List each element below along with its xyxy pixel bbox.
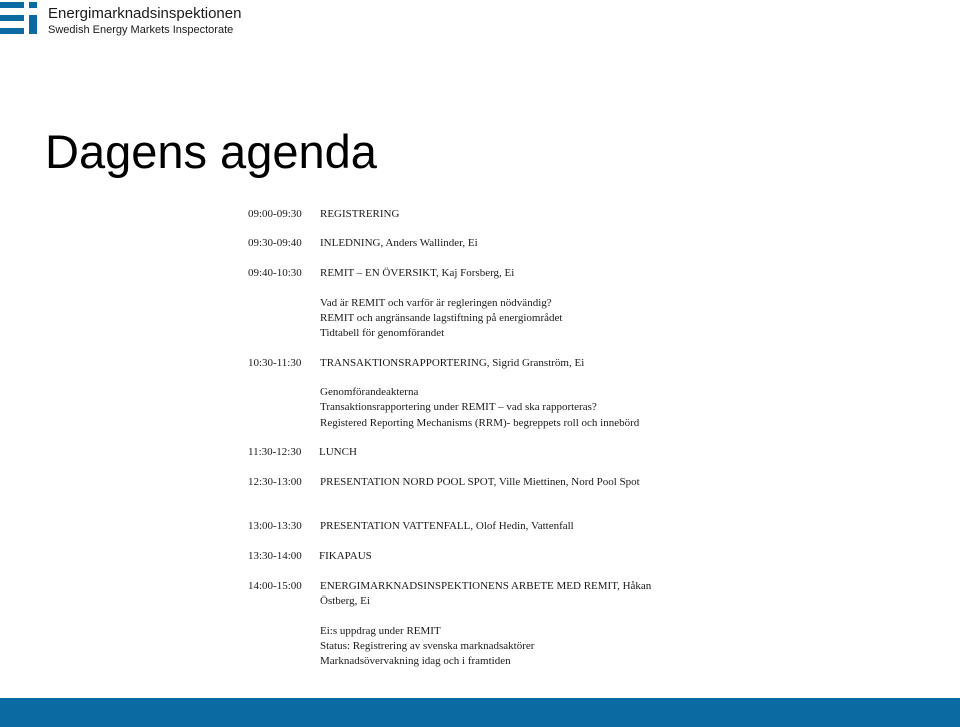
agenda-subitem: Genomförandeakterna	[320, 386, 419, 398]
agenda-time: 09:40-10:30	[248, 267, 302, 279]
agenda-item: PRESENTATION NORD POOL SPOT, Ville Miettinen, Nord Pool Spot	[320, 476, 640, 488]
agenda-subitem: Tidtabell för genomförandet	[320, 327, 445, 339]
agenda-time: 13:30-14:00	[248, 550, 302, 562]
agenda-time: 11:30-12:30	[248, 446, 302, 458]
agenda-time: 12:30-13:00	[248, 476, 302, 488]
agenda-item: LUNCH	[319, 446, 357, 458]
agenda-time: 09:00-09:30	[248, 208, 302, 220]
agenda-item: TRANSAKTIONSRAPPORTERING, Sigrid Granström, Ei	[320, 357, 585, 369]
agenda-time: 09:30-09:40	[248, 237, 302, 249]
agenda-time: 13:00-13:30	[248, 520, 302, 532]
agenda-subitem: Status: Registrering av svenska marknadsaktörer	[320, 640, 535, 652]
agenda-item-continued: Östberg, Ei	[320, 595, 370, 607]
agenda-item: REMIT – EN ÖVERSIKT, Kaj Forsberg, Ei	[320, 267, 515, 279]
agenda-item: FIKAPAUS	[319, 550, 372, 562]
agenda-subitem: Registered Reporting Mechanisms (RRM)- begreppets roll och innebörd	[320, 417, 640, 429]
slide-title: Dagens agenda	[45, 125, 377, 178]
agenda-subitem: Ei:s uppdrag under REMIT	[320, 625, 441, 637]
footer-bar	[0, 698, 960, 727]
logo-name: Energimarknadsinspektionen	[48, 5, 242, 22]
ei-logo-icon	[0, 0, 40, 38]
logo-subtitle: Swedish Energy Markets Inspectorate	[48, 24, 234, 36]
agenda-subitem: Transaktionsrapportering under REMIT – vad ska rapporteras?	[320, 401, 597, 413]
agenda-item: ENERGIMARKNADSINSPEKTIONENS ARBETE MED REMIT, Håkan	[320, 580, 652, 592]
agenda-subitem: REMIT och angränsande lagstiftning på energiområdet	[320, 312, 563, 324]
agenda-item: PRESENTATION VATTENFALL, Olof Hedin, Vattenfall	[320, 520, 574, 532]
agenda-time: 10:30-11:30	[248, 357, 302, 369]
agenda-item: REGISTRERING	[320, 208, 400, 220]
agenda-subitem: Marknadsövervakning idag och i framtiden	[320, 655, 511, 667]
agenda-time: 14:00-15:00	[248, 580, 302, 592]
logo	[0, 0, 260, 40]
agenda-item: INLEDNING, Anders Wallinder, Ei	[320, 237, 478, 249]
agenda-subitem: Vad är REMIT och varför är regleringen nödvändig?	[320, 297, 552, 309]
